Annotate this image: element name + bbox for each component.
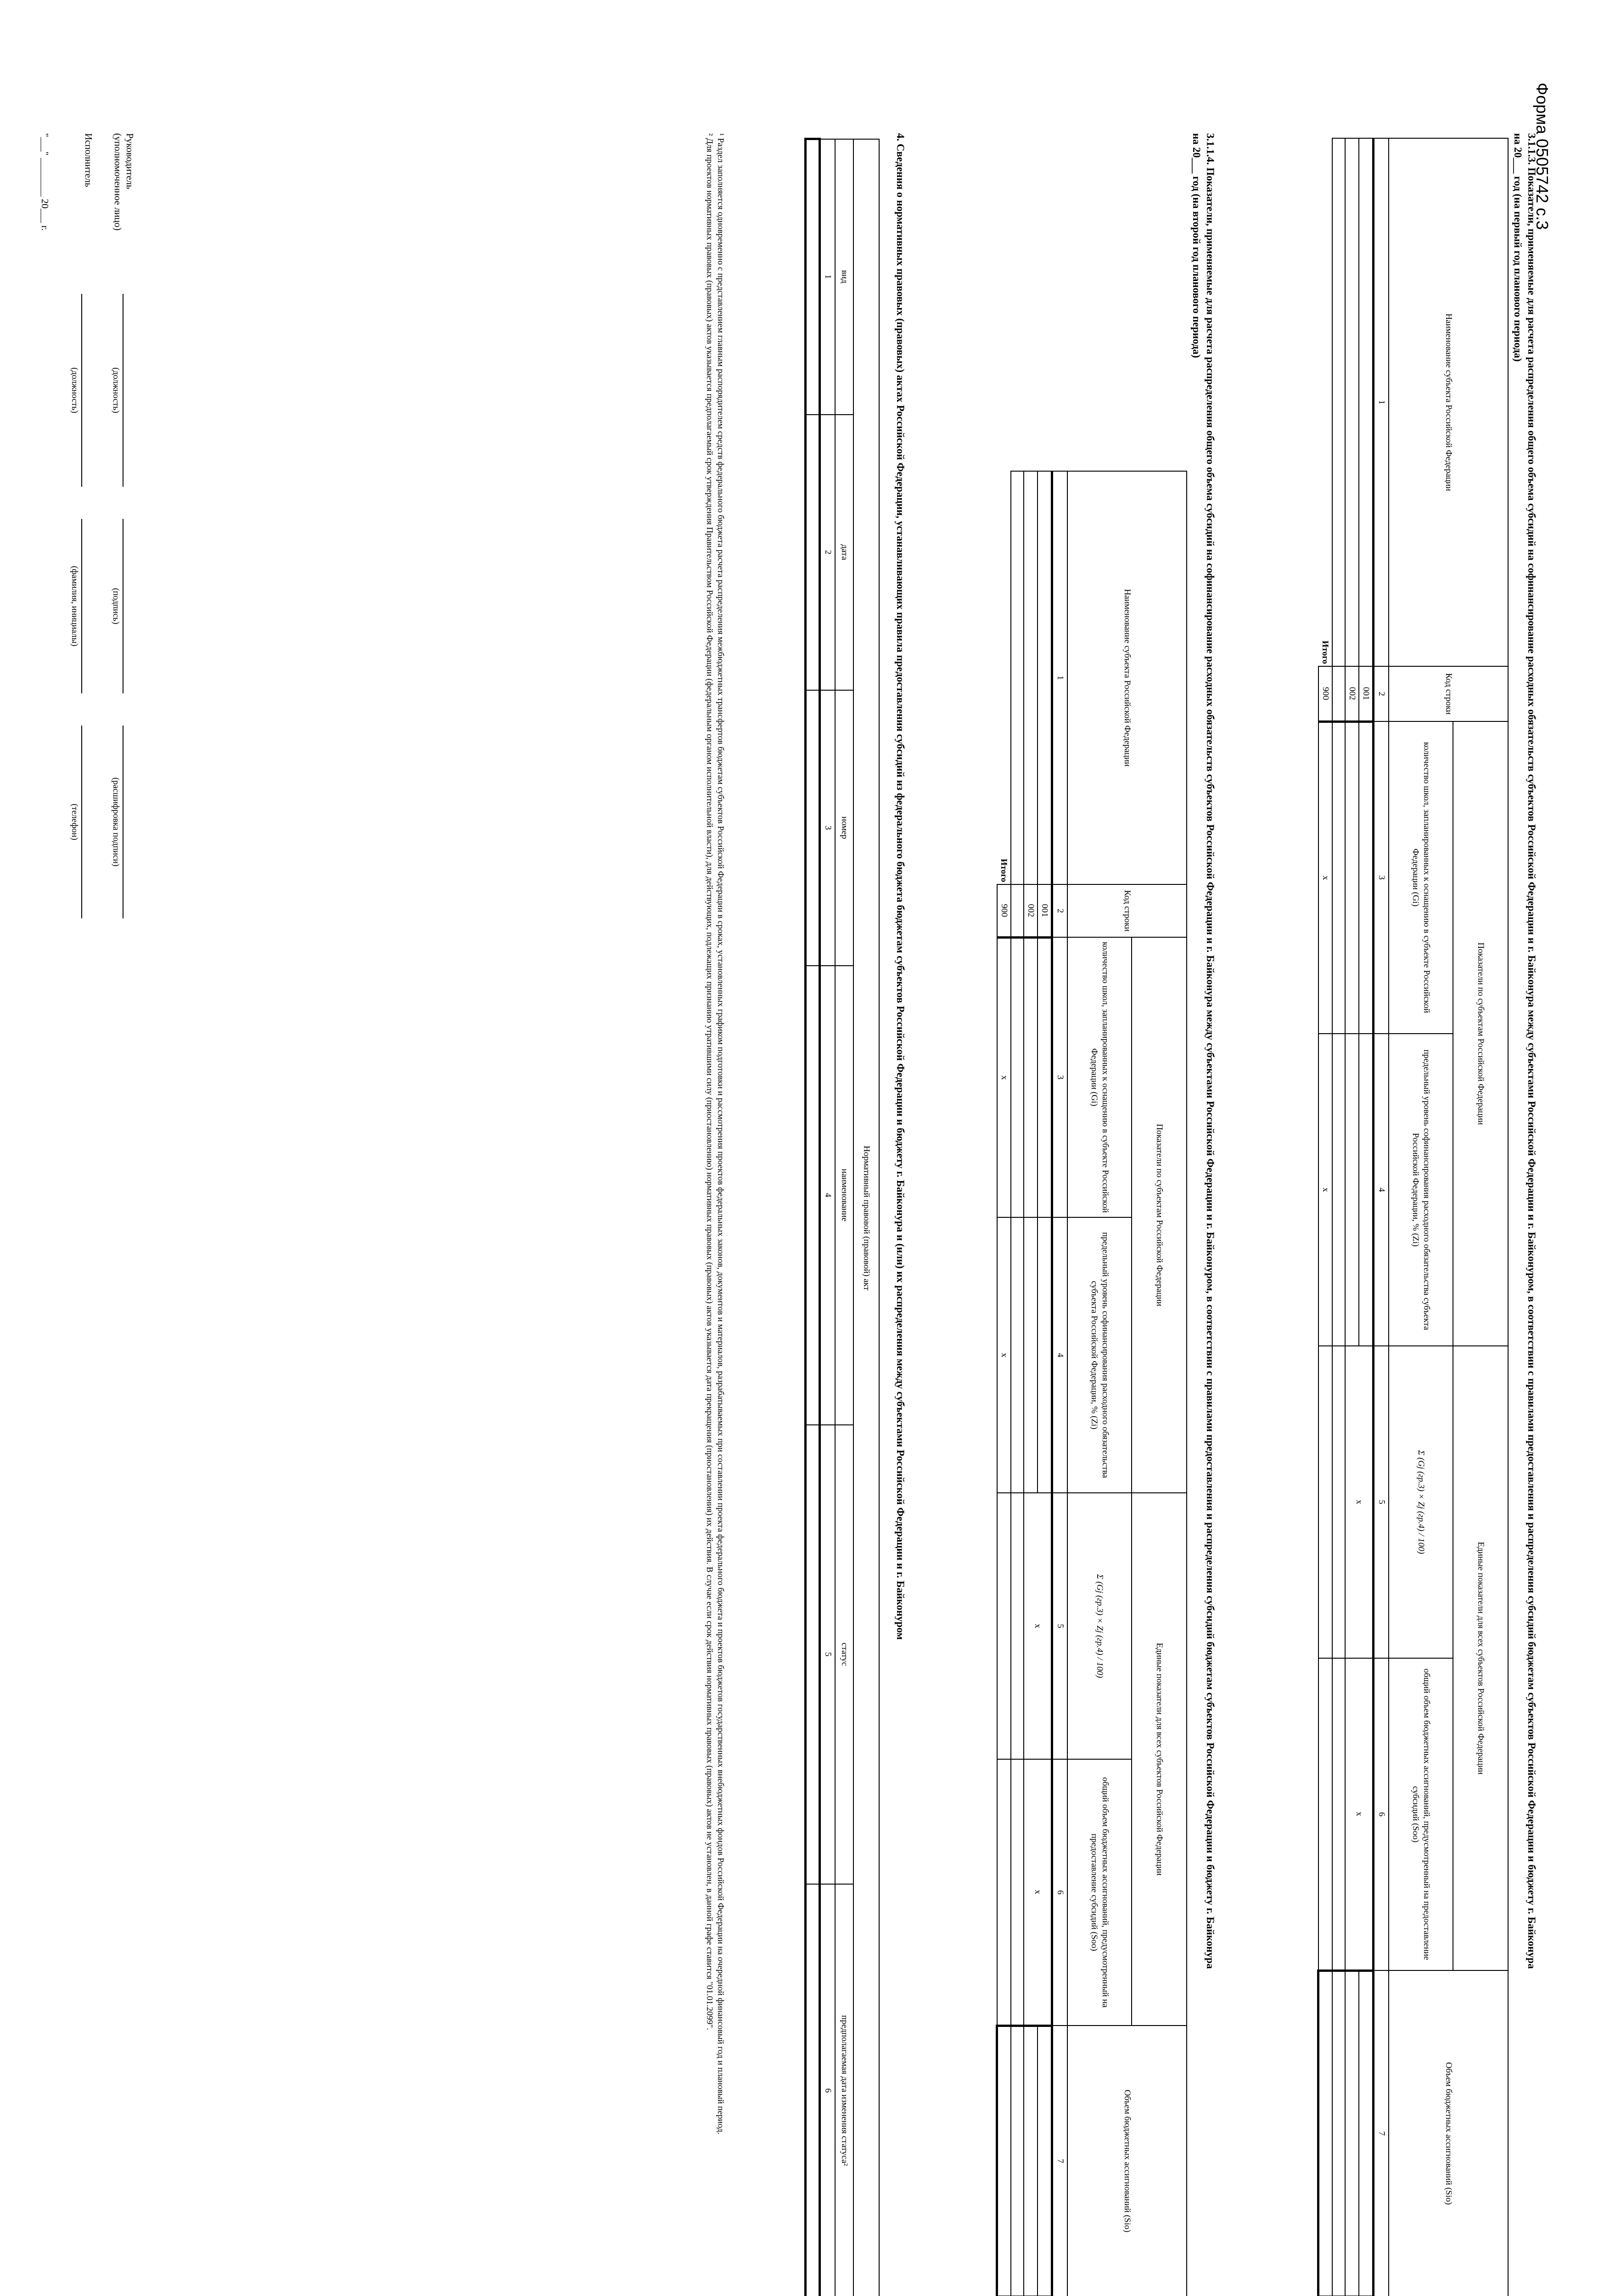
header-schools: количество школ, запланированных к оснащению в субъекте Российской Федерации (Gi) xyxy=(1067,937,1132,1217)
cell-code: 001 xyxy=(1038,884,1052,937)
cell-value[interactable] xyxy=(1359,1034,1374,1346)
cell-code: 002 xyxy=(1345,666,1359,721)
col-num: 4 xyxy=(1052,1217,1068,1493)
header-subject-name: Наименование субъекта Российской Федерации xyxy=(1389,138,1508,666)
col-num: 3 xyxy=(820,690,836,966)
col-num: 7 xyxy=(1052,2026,1068,2296)
table-total-row xyxy=(1318,138,1332,2296)
section-3113-title xyxy=(1511,133,1538,2291)
table-row xyxy=(1332,138,1345,2296)
header-number: номер xyxy=(835,690,853,966)
cell-value[interactable] xyxy=(1332,1034,1345,1346)
cell-value[interactable] xyxy=(997,1493,1011,1759)
header-volume: Объем бюджетных ассигнований (Sio) xyxy=(1389,1970,1508,2296)
table-total-row xyxy=(997,471,1011,2296)
cell-value[interactable] xyxy=(997,2026,1011,2296)
section-3114-title-line2: на 20___ год (на второй год планового периода) xyxy=(1191,133,1202,358)
cell-value[interactable] xyxy=(1011,1759,1024,2026)
header-level: предельный уровень софинансирования расходного обязательства субъекта Российской Федерации, % (Zi) xyxy=(1389,1034,1453,1346)
table-3114 xyxy=(996,471,1188,2296)
cell-value[interactable] xyxy=(1011,937,1024,1217)
cell-value[interactable] xyxy=(1345,721,1359,1034)
cell-value[interactable] xyxy=(1345,1034,1359,1346)
header-formula: Σ (Gj (гр.3) × Zj (гр.4) / 100) xyxy=(1067,1493,1132,1759)
cell-value[interactable] xyxy=(806,690,820,966)
executor-position-line[interactable] xyxy=(81,294,82,487)
col-num: 1 xyxy=(820,139,836,415)
executor-position-caption: (должность) xyxy=(70,367,79,413)
header-total-volume: общий объем бюджетных ассигнований, предусмотренный на предоставление субсидий (Soo) xyxy=(1067,1759,1132,2026)
cell-value[interactable] xyxy=(1011,2026,1024,2296)
cell-value[interactable] xyxy=(1318,1346,1332,1658)
section-3113-title-line2: на 20___ год (на первый год планового периода) xyxy=(1512,133,1524,362)
cell-value[interactable] xyxy=(1038,1217,1052,1493)
cell-name[interactable] xyxy=(1011,471,1024,884)
cell-value: x xyxy=(997,1217,1011,1493)
cell-code: 900 xyxy=(1318,666,1332,721)
head-signature-caption: (подпись) xyxy=(111,588,121,625)
header-row-code: Код строки xyxy=(1067,884,1187,937)
cell-name[interactable] xyxy=(1038,471,1052,884)
header-formula: Σ (Gj (гр.3) × Zj (гр.4) / 100) xyxy=(1389,1346,1453,1658)
executor-fio-caption: (фамилия, инициалы) xyxy=(70,566,79,647)
total-label: Итого xyxy=(1320,640,1330,664)
cell-name[interactable] xyxy=(1332,138,1345,666)
cell-value[interactable] xyxy=(1332,721,1345,1034)
executor-phone-caption: (телефон) xyxy=(70,804,79,840)
head-decode-caption: (расшифровка подписи) xyxy=(111,777,121,867)
cell-value: x xyxy=(1318,1034,1332,1346)
col-num: 2 xyxy=(820,415,836,690)
header-group-subjects: Показатели по субъектам Российской Федерации xyxy=(1453,721,1508,1346)
cell-value[interactable] xyxy=(1332,1346,1345,1658)
col-num: 4 xyxy=(1374,1034,1389,1346)
header-kind: вид xyxy=(835,139,853,415)
executor-phone-line[interactable] xyxy=(81,726,82,918)
cell-value[interactable] xyxy=(1038,2026,1052,2296)
date-line[interactable]: "___" ________ 20___ г. xyxy=(39,133,50,231)
header-row-code: Код строки xyxy=(1389,666,1508,721)
section-3113-title-line1: 3.1.1.3. Показатели, применяемые для расчета распределения общего объема субсидий на софинансирование расходных обязательств субъектов Российской Федерации и г. Байконура между субъектами Российской Федерации и г. Байконуром, в соответствии с правилами предоставления и распределения субсидий бюджетам субъектов Российской Федерации и бюджету г. Байконура xyxy=(1526,133,1537,1969)
header-status: статус xyxy=(835,1425,853,1884)
col-num: 6 xyxy=(820,1884,836,2296)
cell-value[interactable] xyxy=(1332,1970,1345,2296)
col-num: 7 xyxy=(1374,1970,1389,2296)
col-num: 6 xyxy=(1374,1658,1389,1970)
cell-name[interactable] xyxy=(1359,138,1374,666)
col-num: 3 xyxy=(1374,721,1389,1034)
table-row xyxy=(1011,471,1024,2296)
header-group-common: Единые показатели для всех субъектов Российской Федерации xyxy=(1453,1346,1508,1970)
col-num: 1 xyxy=(1374,138,1389,666)
header-schools: количество школ, запланированных к оснащению в субъекте Российской Федерации (Gi) xyxy=(1389,721,1453,1034)
cell-name[interactable] xyxy=(1345,138,1359,666)
col-num: 4 xyxy=(820,966,836,1425)
form-code: Форма 0505742 с.3 xyxy=(1533,83,1552,230)
header-total-volume: общий объем бюджетных ассигнований, предусмотренный на предоставление субсидий (Soo) xyxy=(1389,1658,1453,1970)
cell-value[interactable] xyxy=(1024,2026,1038,2296)
cell-code xyxy=(1011,884,1024,937)
cell-value[interactable] xyxy=(1332,1658,1345,1970)
header-volume: Объем бюджетных ассигнований (Sio) xyxy=(1067,2026,1187,2296)
table-4 xyxy=(804,138,880,2296)
cell-value: x xyxy=(1024,1493,1052,1759)
cell-value[interactable] xyxy=(806,966,820,1425)
head-label-line1: Руководитель xyxy=(124,133,135,189)
cell-value[interactable] xyxy=(806,415,820,690)
col-num: 2 xyxy=(1052,884,1068,937)
cell-value[interactable] xyxy=(1318,1658,1332,1970)
col-num: 1 xyxy=(1052,471,1068,884)
cell-value[interactable] xyxy=(1011,1493,1024,1759)
cell-value[interactable] xyxy=(806,1884,820,2296)
cell-name[interactable] xyxy=(1024,471,1038,884)
executor-fio-line[interactable] xyxy=(81,519,82,693)
cell-value[interactable] xyxy=(806,139,820,415)
cell-value[interactable] xyxy=(1024,937,1038,1217)
header-status-change-date: предполагаемая дата изменения статуса² xyxy=(835,1884,853,2296)
col-num: 3 xyxy=(1052,937,1068,1217)
footnote-1: ¹ Раздел заполняется одновременно с представлением главным распорядителем средств федерального бюджета расчета распределения межбюджетных трансфертов бюджетам субъектов Российской Федерации в сроках, установленных графиком подготовки и рассмотрения проектов федеральных законов, документов и материалов, разрабатываемых при составлении проекта федерального бюджета и проектов бюджетов государственных внебюджетных фондов Российской Федерации на очередной финансовый год и плановый период. xyxy=(716,133,725,2135)
header-group-act: Нормативный правовой (правовой) акт xyxy=(853,139,879,2296)
cell-value[interactable] xyxy=(1345,1970,1359,2296)
cell-value: x xyxy=(1345,1658,1374,1970)
cell-value[interactable] xyxy=(806,1425,820,1884)
footnote-2: ² Для проектов нормативных правовых (правовых) актов указывается предполагаемый срок утверждения Правительством Российской Федерации (федеральным органом исполнительной власти), для действующих, подлежащих признанию утратившими силу (приостановлению) нормативных правовых (правовых) актов указывается дата прекращения (приостановления) их действия. В случае если срок действия нормативных правовых (правовых) актов не установлен, в данной графе ставится "01.01.2099". xyxy=(705,133,714,2030)
cell-code: 900 xyxy=(997,884,1011,937)
cell-code: 002 xyxy=(1024,884,1038,937)
cell-value[interactable] xyxy=(1024,1217,1038,1493)
cell-value[interactable] xyxy=(1359,1970,1374,2296)
cell-value[interactable] xyxy=(997,1759,1011,2026)
col-num: 6 xyxy=(1052,1759,1068,2026)
table-row xyxy=(1345,138,1359,2296)
head-label xyxy=(112,133,136,285)
cell-value: x xyxy=(997,937,1011,1217)
cell-value[interactable] xyxy=(1359,721,1374,1034)
section-3114-title-line1: 3.1.1.4. Показатели, применяемые для расчета распределения общего объема субсидий на софинансирование расходных обязательств субъектов Российской Федерации и г. Байконура между субъектами Российской Федерации и г. Байконуром, в соответствии с правилами предоставления и распределения субсидий бюджетам субъектов Российской Федерации и бюджету г. Байконура xyxy=(1205,133,1216,1969)
col-num: 5 xyxy=(1374,1346,1389,1658)
table-3113 xyxy=(1318,138,1509,2296)
section-4-title: 4. Сведения о нормативных правовых (правовых) актах Российской Федерации, устанавливающих правила предоставления субсидий из федерального бюджета бюджетам субъектов Российской Федерации и бюджету г. Байконура и (или) их распределения между субъектами Российской Федерации и г. Байконуром xyxy=(895,133,906,1640)
cell-code xyxy=(1332,666,1345,721)
section-3114-title xyxy=(1189,133,1217,2291)
footnotes xyxy=(704,133,726,2291)
cell-value[interactable] xyxy=(1038,937,1052,1217)
executor-label: Исполнитель xyxy=(83,133,94,187)
total-label: Итого xyxy=(999,858,1009,882)
header-date: дата xyxy=(835,415,853,690)
col-num: 2 xyxy=(1374,666,1389,721)
head-label-line2: (уполномоченное лицо) xyxy=(112,133,123,231)
cell-value: x xyxy=(1024,1759,1052,2026)
table-row xyxy=(806,139,820,2296)
table-row xyxy=(1359,138,1374,2296)
cell-code: 001 xyxy=(1359,666,1374,721)
cell-value[interactable] xyxy=(1011,1217,1024,1493)
header-group-common: Единые показатели для всех субъектов Российской Федерации xyxy=(1132,1493,1187,2026)
cell-value[interactable] xyxy=(1318,1970,1332,2296)
col-num: 5 xyxy=(820,1425,836,1884)
header-group-subjects: Показатели по субъектам Российской Федерации xyxy=(1132,937,1187,1493)
table-row xyxy=(1038,471,1052,2296)
head-position-caption: (должность) xyxy=(111,367,121,413)
cell-value: x xyxy=(1318,721,1332,1034)
cell-value: x xyxy=(1345,1346,1374,1658)
header-subject-name: Наименование субъекта Российской Федерации xyxy=(1067,471,1187,884)
header-level: предельный уровень софинансирования расходного обязательства субъекта Российской Федерации, % (Zi) xyxy=(1067,1217,1132,1493)
header-title: наименование xyxy=(835,966,853,1425)
col-num: 5 xyxy=(1052,1493,1068,1759)
